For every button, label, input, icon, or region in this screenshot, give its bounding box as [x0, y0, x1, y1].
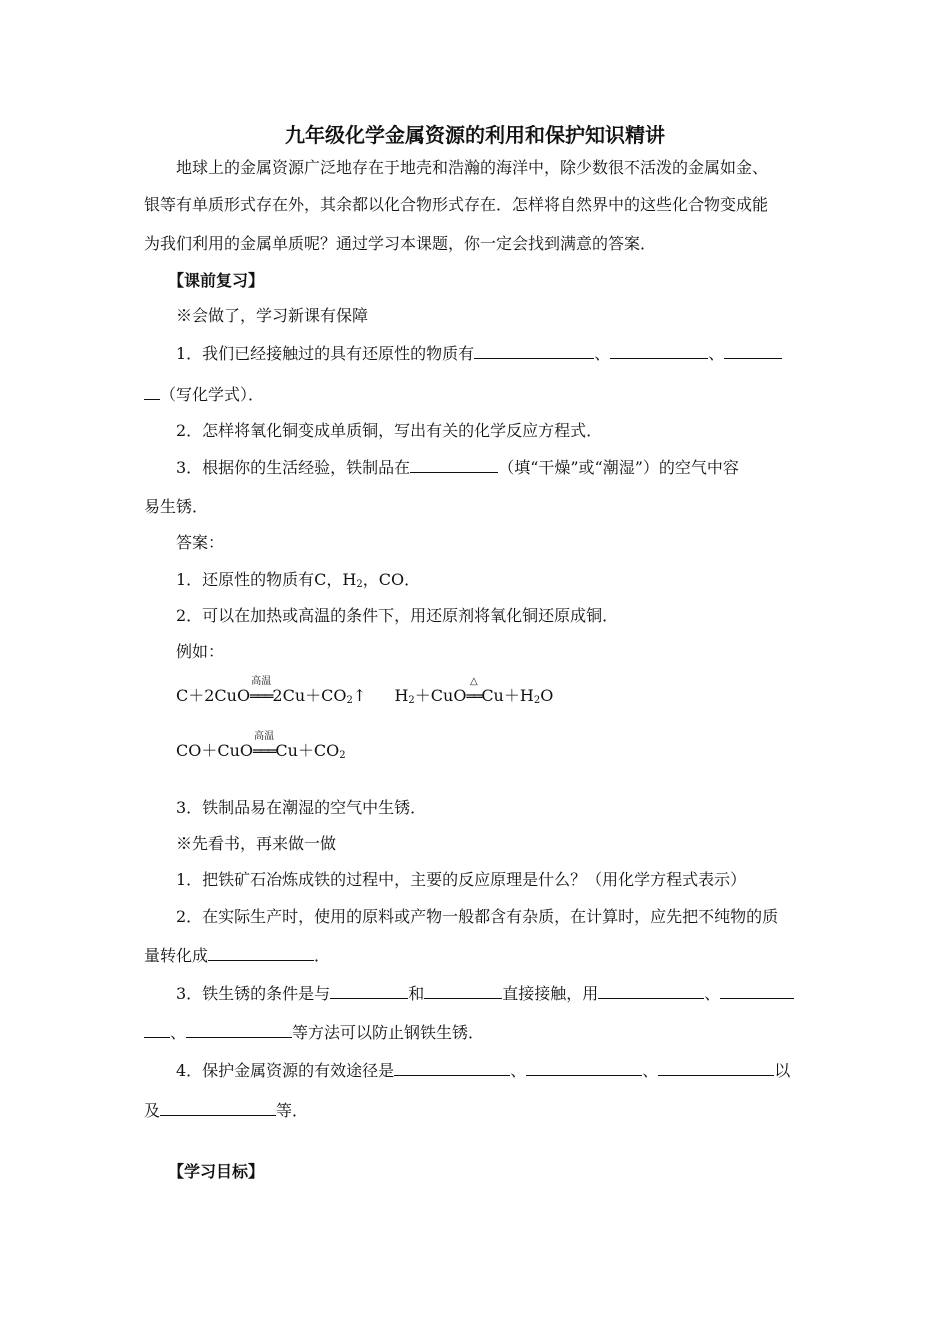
- review-heading: 【课前复习】: [168, 271, 265, 290]
- practice-4-cont: [144, 1101, 308, 1121]
- subscript: 2: [346, 695, 353, 706]
- practice-3: [176, 984, 794, 1004]
- question-3-text: 3．根据你的生活经验，铁制品在: [176, 458, 411, 477]
- answer-label: 答案：: [176, 533, 225, 552]
- answer-blank[interactable]: [720, 984, 794, 999]
- separator: 、: [708, 344, 725, 363]
- practice-4-ji: 及: [144, 1101, 161, 1120]
- question-1-suffix: （写化学式）．: [160, 385, 265, 404]
- condition-label: 高温: [254, 731, 275, 742]
- answer-blank[interactable]: [474, 344, 594, 359]
- equation-products-2: O: [540, 686, 554, 705]
- page-title: 九年级化学金属资源的利用和保护知识精讲: [285, 123, 665, 147]
- intro-line-1: 地球上的金属资源广泛地存在于地壳和浩瀚的海洋中，除少数很不活泼的金属如金、: [176, 158, 769, 177]
- answer-blank[interactable]: [330, 984, 408, 999]
- question-2: 2．怎样将氧化铜变成单质铜，写出有关的化学反应方程式．: [176, 421, 603, 440]
- equation-products: Cu＋H: [481, 686, 534, 705]
- read-note: ※先看书，再来做一做: [176, 834, 337, 853]
- subscript: 2: [408, 695, 415, 706]
- question-3-cont: 易生锈．: [144, 497, 209, 516]
- example-label: 例如：: [176, 642, 225, 661]
- intro-line-2: 银等有单质形式存在外，其余都以化合物形式存在．怎样将自然界中的这些化合物变成能: [144, 195, 769, 214]
- practice-3-text: 3．铁生锈的条件是与: [176, 984, 331, 1003]
- answer-blank[interactable]: [610, 344, 708, 359]
- separator: 、: [642, 1061, 659, 1080]
- answer-2: 2．可以在加热或高温的条件下，用还原剂将氧化铜还原成铜．: [176, 606, 619, 625]
- practice-2: 2．在实际生产时，使用的原料或产物一般都含有杂质，在计算时，应先把不纯物的质: [176, 907, 779, 926]
- subscript: 2: [356, 579, 363, 590]
- answer-1-text: 1．还原性的物质有C，H: [176, 570, 357, 589]
- answer-blank[interactable]: [144, 1023, 170, 1038]
- equation-products: 2Cu＋CO: [272, 686, 347, 705]
- reaction-condition: 高温 ═══: [253, 731, 276, 760]
- practice-2-text: 量转化成: [144, 946, 209, 965]
- conjunction: 和: [408, 984, 425, 1003]
- practice-4-text: 4．保护金属资源的有效途径是: [176, 1061, 395, 1080]
- answer-3: 3．铁制品易在潮湿的空气中生锈．: [176, 798, 427, 817]
- practice-2-cont: [144, 946, 330, 966]
- practice-4-suffix: 等．: [276, 1101, 309, 1120]
- equation-reactants: C＋2CuO: [176, 686, 251, 705]
- subscript: 2: [533, 695, 541, 706]
- question-3: [176, 458, 739, 478]
- subscript: 2: [339, 750, 346, 761]
- intro-line-3: 为我们利用的金属单质呢？通过学习本课题，你一定会找到满意的答案．: [144, 234, 657, 253]
- question-3-text-2: （填“干燥”或“潮湿”）的空气中容: [498, 458, 739, 477]
- equation-reactants: CO＋CuO: [176, 741, 254, 760]
- practice-3-text-2: 直接接触，用: [502, 984, 599, 1003]
- practice-3-suffix: 等方法可以防止钢铁生锈．: [292, 1023, 485, 1042]
- answer-1: [176, 570, 420, 595]
- answer-blank[interactable]: [394, 1061, 510, 1076]
- answer-blank[interactable]: [186, 1023, 292, 1038]
- question-1-text: 1．我们已经接触过的具有还原性的物质有: [176, 344, 475, 363]
- condition-label: △: [470, 676, 478, 687]
- question-1-cont: [144, 385, 264, 405]
- period: ．: [314, 946, 331, 965]
- answer-blank[interactable]: [598, 984, 704, 999]
- review-note: ※会做了，学习新课有保障: [176, 306, 369, 325]
- answer-blank[interactable]: [208, 946, 314, 961]
- answer-blank[interactable]: [160, 1101, 276, 1116]
- answer-blank[interactable]: [424, 984, 502, 999]
- reaction-condition: △ ══: [466, 676, 482, 705]
- equation-reactants: H: [394, 686, 409, 705]
- separator: 、: [170, 1023, 187, 1042]
- separator: 、: [510, 1061, 527, 1080]
- answer-blank[interactable]: [144, 385, 160, 400]
- reaction-condition: 高温 ═══: [250, 676, 273, 705]
- equation-3: [176, 731, 346, 766]
- equation-products: Cu＋CO: [275, 741, 340, 760]
- separator: 、: [704, 984, 721, 1003]
- condition-label: 高温: [251, 676, 272, 687]
- answer-blank[interactable]: [526, 1061, 642, 1076]
- question-1: [176, 344, 782, 364]
- answer-blank[interactable]: [410, 458, 498, 473]
- gas-arrow: ↑: [352, 686, 367, 705]
- separator: 、: [594, 344, 611, 363]
- answer-blank[interactable]: [724, 344, 782, 359]
- practice-1: 1．把铁矿石冶炼成铁的过程中，主要的反应原理是什么？（用化学方程式表示）: [176, 870, 747, 889]
- equation-reactants-2: ＋CuO: [414, 686, 467, 705]
- answer-blank[interactable]: [658, 1061, 774, 1076]
- answer-1-end: ，CO．: [362, 570, 421, 589]
- practice-4-yi: 以: [774, 1061, 791, 1080]
- practice-4: [176, 1061, 790, 1081]
- goals-heading: 【学习目标】: [168, 1162, 265, 1181]
- equation-1: [176, 676, 554, 711]
- practice-3-cont: [144, 1023, 484, 1043]
